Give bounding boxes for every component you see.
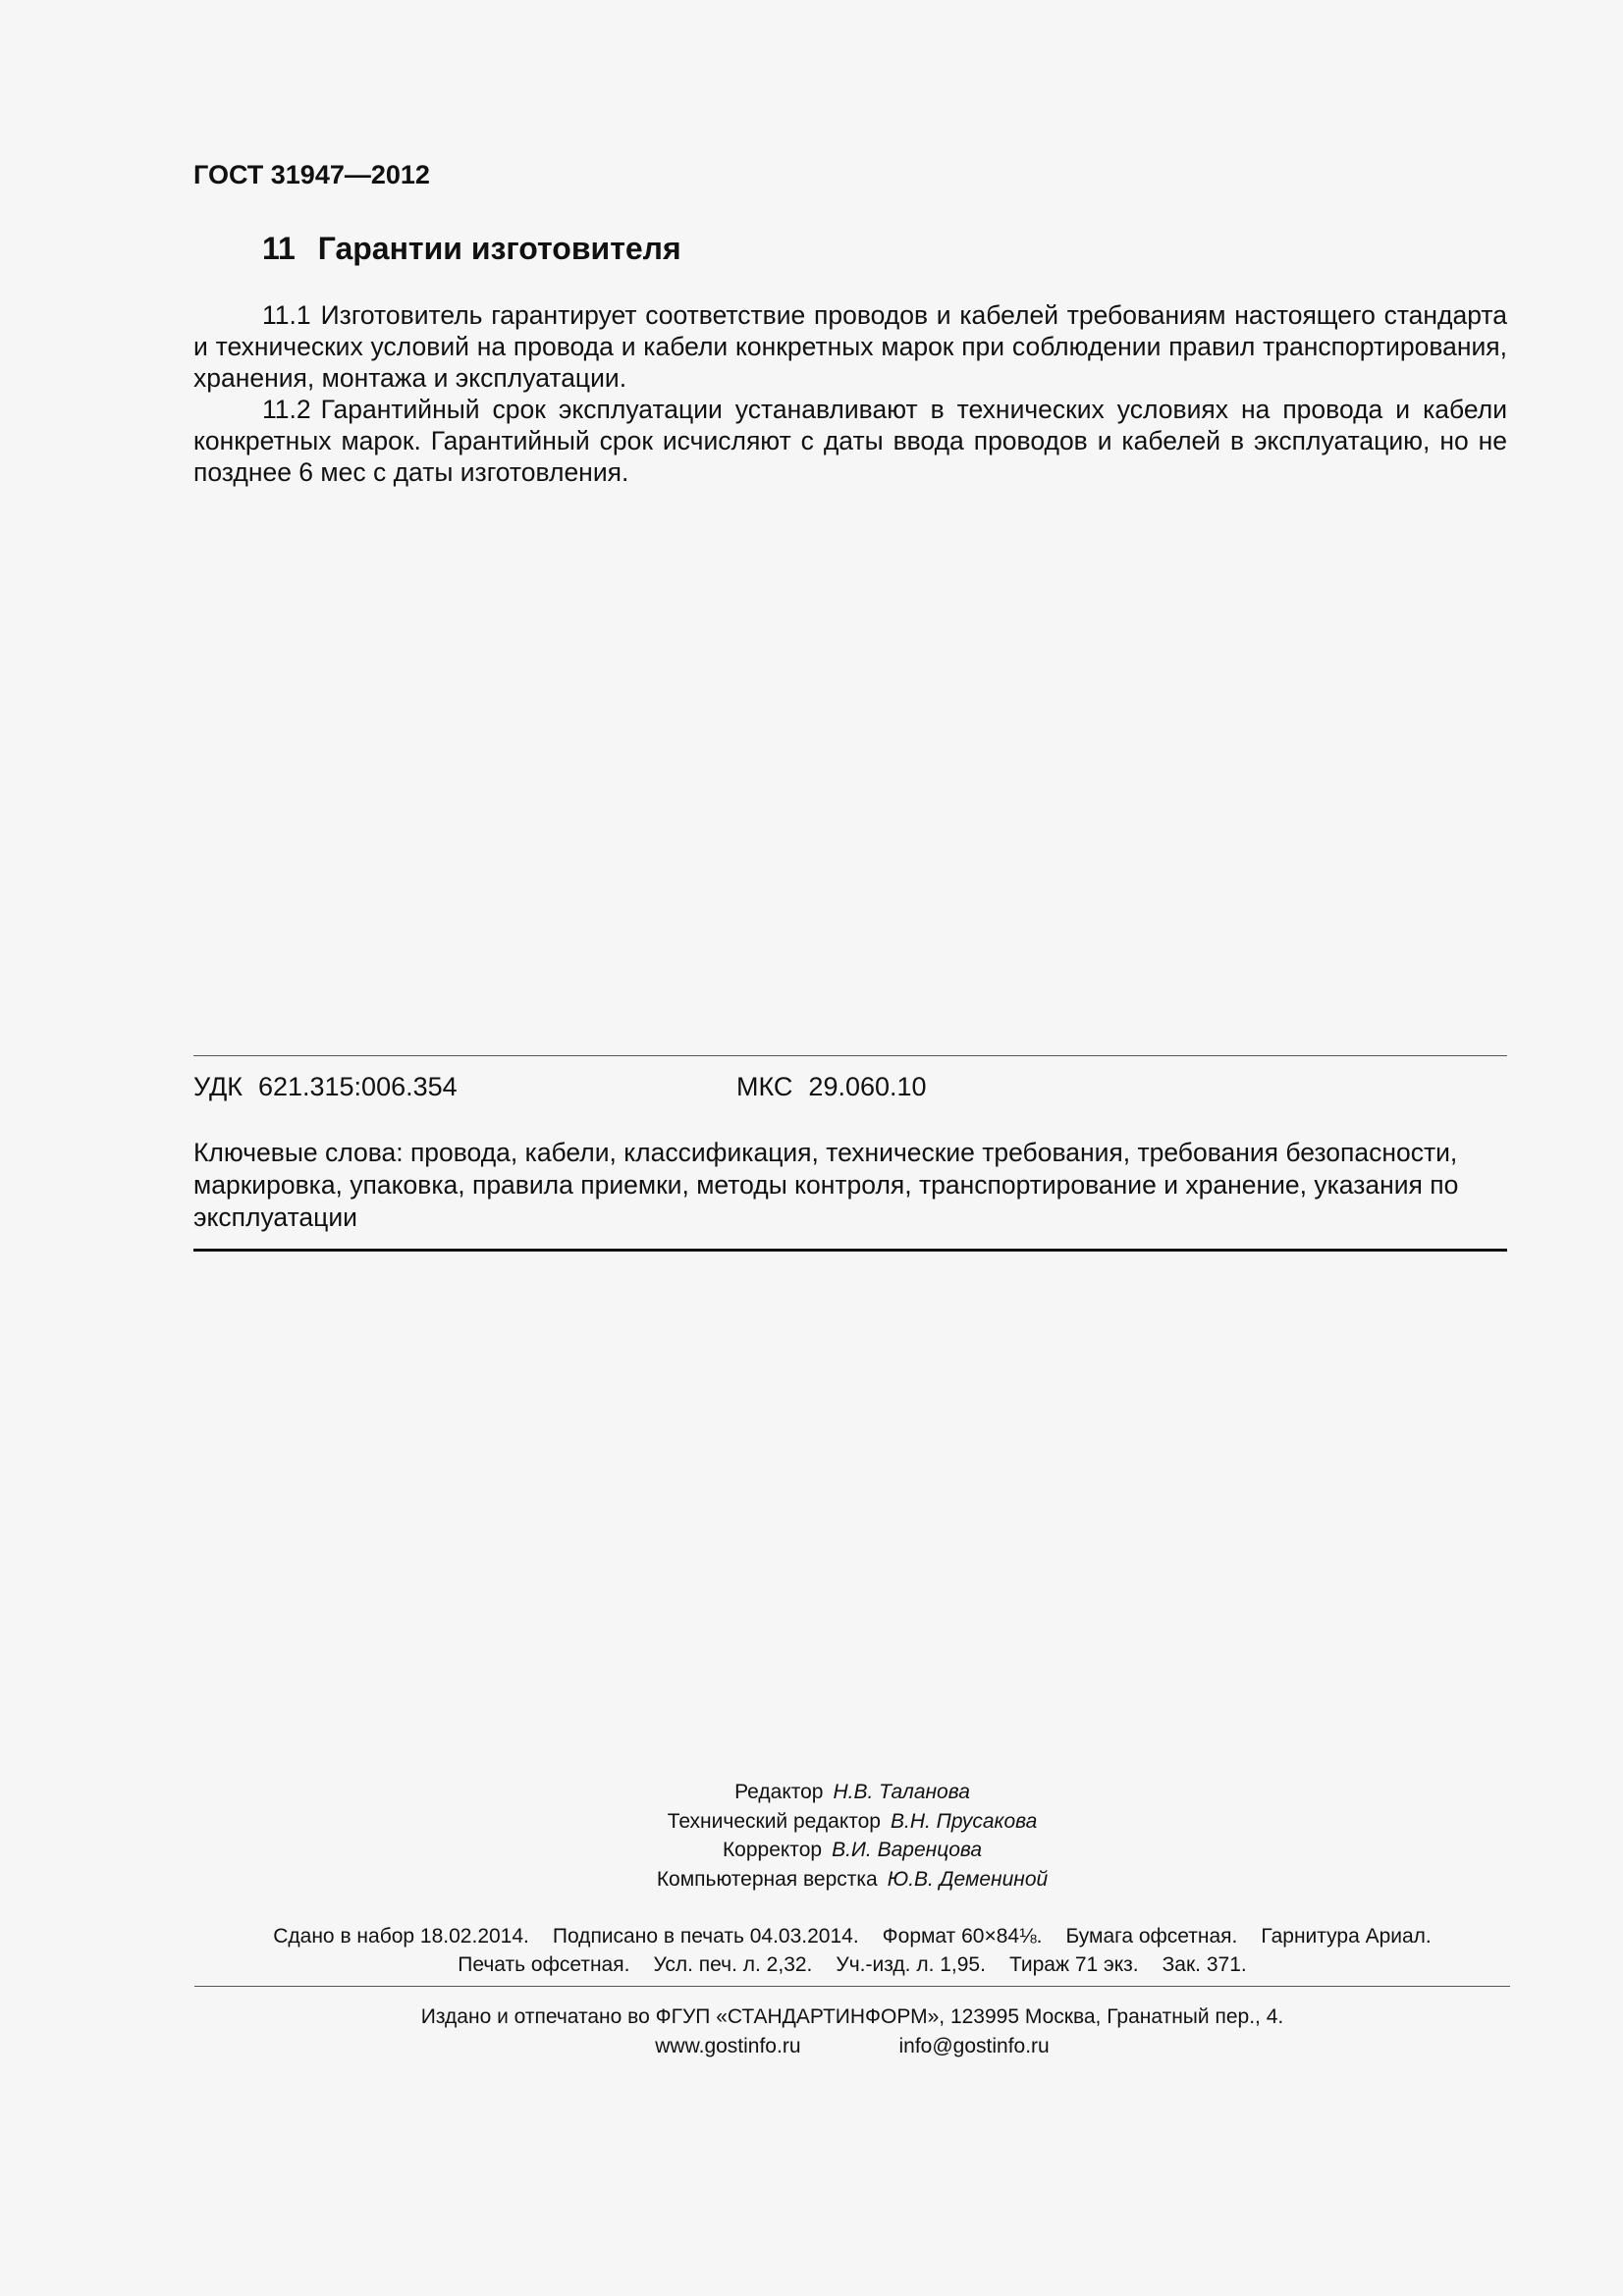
- paragraph-11-2: [193, 394, 1507, 488]
- print-info-line-2: Печать офсетная. Усл. печ. л. 2,32. Уч.-изд. л. 1,95. Тираж 71 экз. Зак. 371.: [458, 1953, 1247, 1976]
- divider-publisher: [194, 1986, 1510, 1987]
- publisher-address: Издано и отпечатано во ФГУП «СТАНДАРТИНФОРМ», 123995 Москва, Гранатный пер., 4.: [420, 2005, 1284, 2028]
- divider-keywords: [193, 1249, 1507, 1252]
- clause-number: 11.1: [262, 300, 311, 330]
- section-number: 11: [262, 231, 296, 266]
- mks-value: 29.060.10: [808, 1072, 927, 1101]
- section-heading: [262, 231, 681, 267]
- mks-code: [736, 1072, 927, 1102]
- print-info-line-1: Сдано в набор 18.02.2014. Подписано в печать 04.03.2014. Формат 60×84⅛. Бумага офсетная. Гарнитура Ариал.: [273, 1925, 1432, 1948]
- clause-text: Гарантийный срок эксплуатации устанавливают в технических условиях на провода и кабели конкретных марок. Гарантийный срок исчисляют с даты ввода проводов и кабелей в эксплуатацию, но не позднее 6 мес с даты изготовления.: [193, 395, 1507, 487]
- section-title: Гарантии изготовителя: [317, 231, 681, 266]
- udk-value: 621.315:006.354: [257, 1072, 458, 1101]
- print-info: [0, 1922, 1623, 1979]
- udk-label: УДК: [193, 1072, 243, 1101]
- credit-line: Редактор Н.В. Таланова: [734, 1781, 970, 1803]
- website-link[interactable]: www.gostinfo.ru: [655, 2034, 801, 2057]
- keywords: Ключевые слова: провода, кабели, классификация, технические требования, требования безопасности, маркировка, упаковка, правила приемки, методы контроля, транспортирование и хранение, указания по эксплуатации: [193, 1138, 1459, 1232]
- divider-top: [193, 1055, 1507, 1056]
- credit-line: Компьютерная верстка Ю.В. Демениной: [656, 1867, 1049, 1891]
- udk-code: [193, 1072, 458, 1102]
- publisher-block: [0, 2002, 1623, 2060]
- standard-number: ГОСТ 31947—2012: [193, 160, 430, 189]
- publisher-contacts: [0, 2032, 1623, 2061]
- clause-text: Изготовитель гарантирует соответствие проводов и кабелей требованиям настоящего стандарта и технических условий на провода и кабели конкретных марок при соблюдении правил транспортирования, хранения, монтажа и эксплуатации.: [193, 300, 1507, 393]
- credit-line: Технический редактор В.Н. Прусакова: [667, 1809, 1038, 1833]
- mks-label: МКС: [736, 1072, 793, 1101]
- credit-line: Корректор В.И. Варенцова: [722, 1839, 983, 1861]
- clause-number: 11.2: [262, 395, 311, 424]
- paragraph-11-1: [193, 299, 1507, 394]
- credits-block: [0, 1778, 1623, 1894]
- email-link[interactable]: info@gostinfo.ru: [898, 2034, 1050, 2057]
